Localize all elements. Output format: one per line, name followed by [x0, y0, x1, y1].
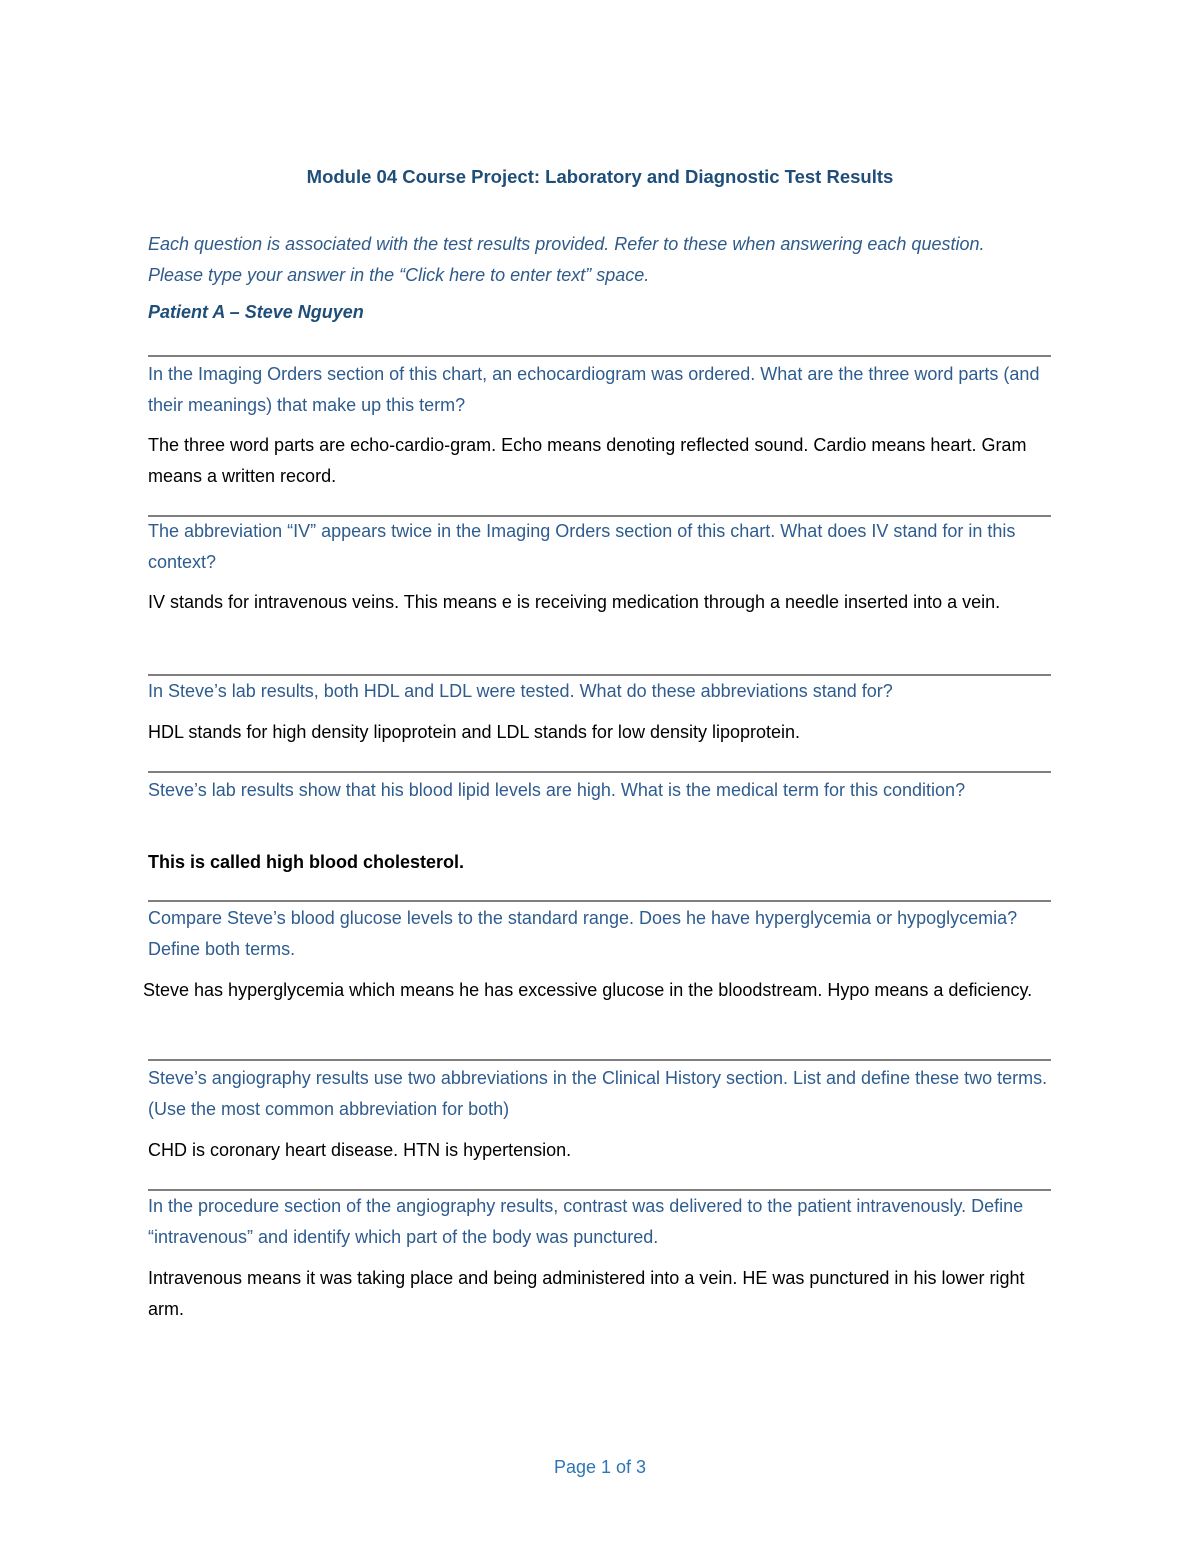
question-divider [148, 355, 1051, 357]
instructions-text: Each question is associated with the test results provided. Refer to these when answering each question. Please type your answer in the “Click here to enter text” space. [148, 234, 985, 285]
page-number: Page 1 of 3 [553, 1457, 647, 1477]
question-4: Steve’s lab results show that his blood lipid levels are high. What is the medical term for this condition? [148, 780, 966, 800]
answer-6[interactable]: CHD is coronary heart disease. HTN is hypertension. [148, 1140, 572, 1160]
document-title: Module 04 Course Project: Laboratory and Diagnostic Test Results [306, 166, 894, 187]
question-2: The abbreviation “IV” appears twice in the Imaging Orders section of this chart. What does IV stand for in this context? [148, 521, 1016, 572]
question-divider [148, 1059, 1051, 1061]
question-1: In the Imaging Orders section of this chart, an echocardiogram was ordered. What are the three word parts (and their meanings) that make up this term? [148, 364, 1040, 415]
answer-5[interactable]: Steve has hyperglycemia which means he has excessive glucose in the bloodstream. Hypo means a deficiency. [143, 980, 1033, 1000]
question-5: Compare Steve’s blood glucose levels to the standard range. Does he have hyperglycemia or hypoglycemia? Define both terms. [148, 908, 1018, 959]
answer-1[interactable]: The three word parts are echo-cardio-gram. Echo means denoting reflected sound. Cardio means heart. Gram means a written record. [148, 435, 1027, 486]
answer-3[interactable]: HDL stands for high density lipoprotein and LDL stands for low density lipoprotein. [148, 722, 801, 742]
question-6: Steve’s angiography results use two abbreviations in the Clinical History section. List and define these two terms. (Use the most common abbreviation for both) [148, 1068, 1048, 1119]
answer-2[interactable]: IV stands for intravenous veins. This means e is receiving medication through a needle inserted into a vein. [148, 592, 1001, 612]
answer-7[interactable]: Intravenous means it was taking place and being administered into a vein. HE was punctured in his lower right arm. [148, 1268, 1025, 1319]
question-7: In the procedure section of the angiography results, contrast was delivered to the patient intravenously. Define “intravenous” and identify which part of the body was punctured. [148, 1196, 1024, 1247]
question-3: In Steve’s lab results, both HDL and LDL were tested. What do these abbreviations stand for? [148, 681, 893, 701]
patient-heading: Patient A – Steve Nguyen [148, 302, 364, 322]
question-divider [148, 900, 1051, 902]
answer-4[interactable]: This is called high blood cholesterol. [148, 852, 465, 872]
question-divider [148, 771, 1051, 773]
